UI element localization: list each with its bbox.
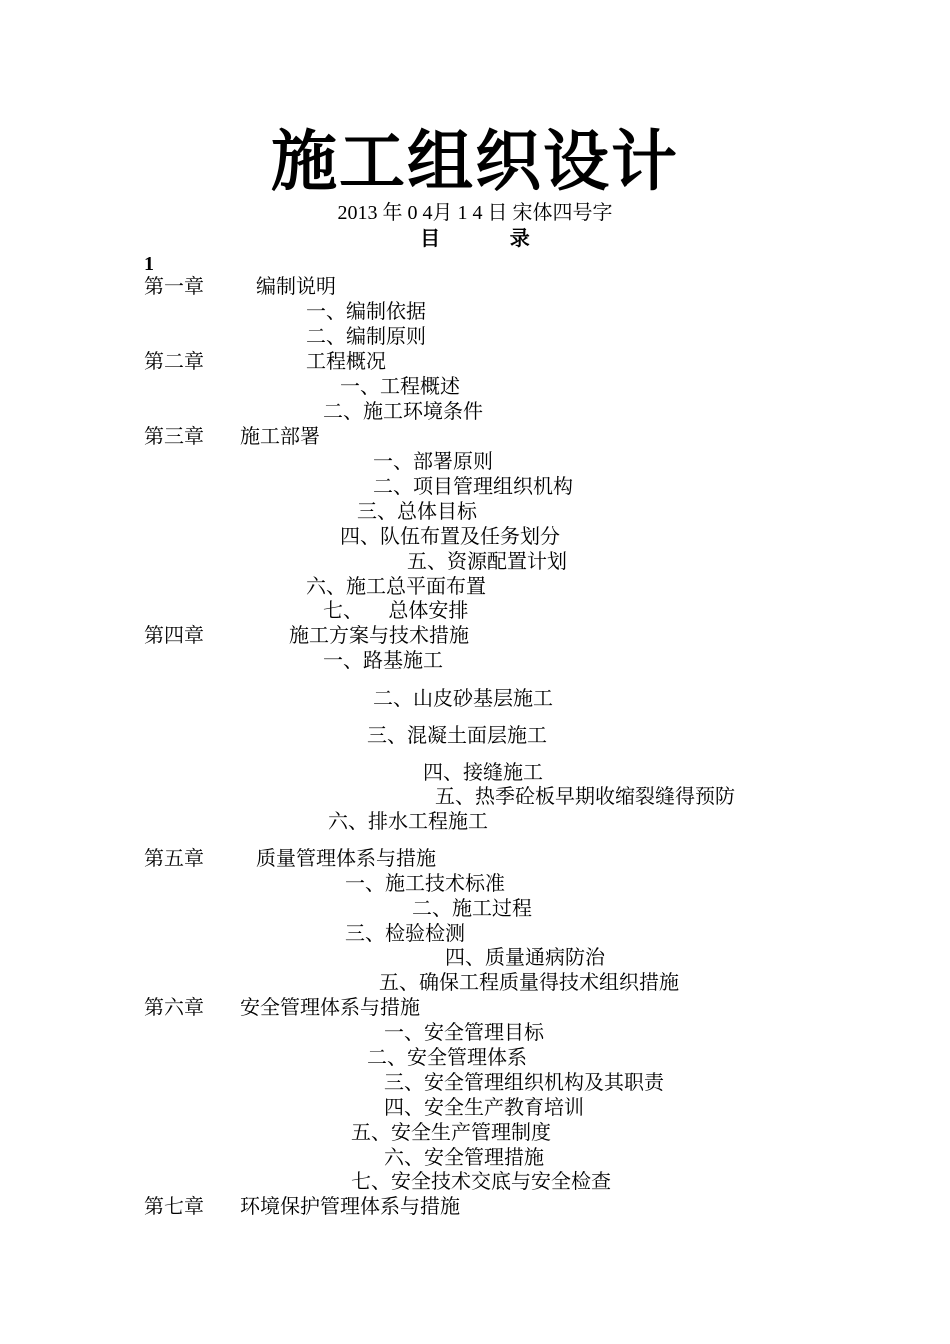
- toc-chapter-2-label: 第二章: [144, 349, 204, 373]
- toc-chapter-5-title: 质量管理体系与措施: [256, 846, 436, 870]
- toc-heading: 目 录: [420, 226, 530, 250]
- document-subtitle: 2013 年 0 4月 1 4 日 宋体四号字: [337, 202, 613, 224]
- toc-ch6-section-1: 一、安全管理目标: [384, 1020, 544, 1044]
- toc-ch3-section-6: 六、施工总平面布置: [306, 574, 486, 598]
- toc-chapter-4-label: 第四章: [144, 623, 204, 647]
- toc-chapter-1-label: 第一章: [144, 274, 204, 298]
- toc-ch6-section-5: 五、安全生产管理制度: [351, 1120, 551, 1144]
- toc-ch6-section-2: 二、安全管理体系: [367, 1045, 527, 1069]
- toc-ch1-section-1: 一、编制依据: [306, 299, 426, 323]
- toc-ch5-section-3: 三、检验检测: [345, 921, 465, 945]
- toc-ch5-section-5: 五、确保工程质量得技术组织措施: [379, 970, 679, 994]
- toc-ch3-section-5: 五、资源配置计划: [407, 549, 567, 573]
- toc-chapter-4-title: 施工方案与技术措施: [289, 623, 469, 647]
- toc-ch4-section-3: 三、混凝土面层施工: [367, 723, 547, 747]
- toc-ch3-section-2: 二、项目管理组织机构: [373, 474, 573, 498]
- toc-ch5-section-2: 二、施工过程: [412, 896, 532, 920]
- toc-ch3-section-4: 四、队伍布置及任务划分: [340, 524, 560, 548]
- toc-ch3-section-3: 三、总体目标: [357, 499, 477, 523]
- document-title: 施工组织设计: [271, 122, 679, 200]
- toc-ch2-section-2: 二、施工环境条件: [323, 399, 483, 423]
- toc-chapter-6-label: 第六章: [144, 995, 204, 1019]
- toc-chapter-7-title: 环境保护管理体系与措施: [240, 1194, 460, 1218]
- toc-ch6-section-7: 七、安全技术交底与安全检查: [351, 1169, 611, 1193]
- toc-chapter-7-label: 第七章: [144, 1194, 204, 1218]
- toc-ch5-section-1: 一、施工技术标准: [345, 871, 505, 895]
- toc-ch6-section-3: 三、安全管理组织机构及其职责: [384, 1070, 664, 1094]
- toc-ch5-section-4: 四、质量通病防治: [445, 945, 605, 969]
- toc-ch3-section-1: 一、部署原则: [373, 449, 493, 473]
- toc-ch3-section-7: 七、 总体安排: [323, 598, 469, 622]
- toc-ch4-section-4: 四、接缝施工: [423, 760, 543, 784]
- toc-ch1-section-2: 二、编制原则: [306, 324, 426, 348]
- toc-ch2-section-1: 一、工程概述: [340, 374, 460, 398]
- toc-chapter-1-title: 编制说明: [256, 274, 336, 298]
- toc-chapter-3-label: 第三章: [144, 424, 204, 448]
- toc-chapter-3-title: 施工部署: [240, 424, 320, 448]
- page-number: 1: [144, 253, 154, 275]
- toc-ch6-section-4: 四、安全生产教育培训: [384, 1095, 584, 1119]
- toc-chapter-6-title: 安全管理体系与措施: [240, 995, 420, 1019]
- toc-ch4-section-2: 二、山皮砂基层施工: [373, 686, 553, 710]
- toc-chapter-5-label: 第五章: [144, 846, 204, 870]
- toc-chapter-2-title: 工程概况: [306, 349, 386, 373]
- toc-ch6-section-6: 六、安全管理措施: [384, 1145, 544, 1169]
- toc-ch4-section-5: 五、热季砼板早期收缩裂缝得预防: [435, 784, 735, 808]
- toc-ch4-section-1: 一、路基施工: [323, 648, 443, 672]
- toc-ch4-section-6: 六、排水工程施工: [328, 809, 488, 833]
